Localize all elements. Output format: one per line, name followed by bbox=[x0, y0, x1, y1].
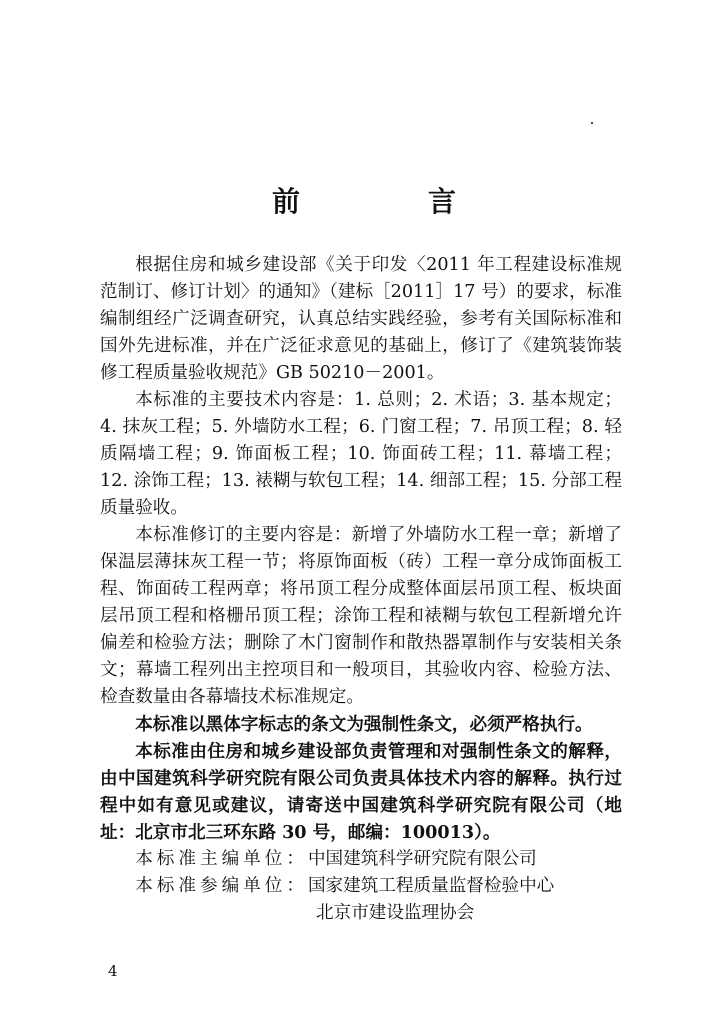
paragraph-management: 本标准由住房和城乡建设部负责管理和对强制性条文的解释，由中国建筑科学研究院有限公司负责具体技术内容的解释。执行过程中如有意见或建议，请寄送中国建筑科学研究院有限公司（地址：北京市北三环东路 30 号，邮编：100013）。 bbox=[100, 741, 622, 843]
participating-unit-label: 本标准参编单位： bbox=[135, 876, 308, 896]
paragraph-technical-content: 本标准的主要技术内容是：1. 总则；2. 术语；3. 基本规定；4. 抹灰工程；5. 外墙防水工程；6. 门窗工程；7. 吊顶工程；8. 轻质隔墙工程；9. 饰面板工程；10. 饰面砖工程；11. 幕墙工程；12. 涂饰工程；13. 裱糊与软包工程；14. 细部工程；15. 分部工程质量验收。 bbox=[100, 390, 622, 518]
chief-unit-value: 中国建筑科学研究院有限公司 bbox=[307, 849, 537, 869]
paragraph-mandatory-notice: 本标准以黑体字标志的条文为强制性条文，必须严格执行。 bbox=[135, 714, 593, 735]
scan-speck bbox=[591, 122, 593, 124]
participating-unit-line bbox=[100, 873, 622, 900]
participating-unit-value: 国家建筑工程质量监督检验中心 bbox=[307, 876, 555, 896]
participating-unit-value: 北京市建设监理协会 bbox=[316, 903, 475, 923]
page-number: 4 bbox=[108, 962, 118, 980]
preface-body bbox=[100, 252, 622, 927]
paragraph-revision-content: 本标准修订的主要内容是：新增了外墙防水工程一章；新增了保温层薄抹灰工程一节；将原饰面板（砖）工程一章分成饰面板工程、饰面砖工程两章；将吊顶工程分成整体面层吊顶工程、板块面层吊顶工程和格栅吊顶工程；涂饰工程和裱糊与软包工程新增允许偏差和检验方法；删除了木门窗制作和散热器罩制作与安装相关条文；幕墙工程列出主控项目和一般项目，其验收内容、检验方法、检查数量由各幕墙技术标准规定。 bbox=[100, 525, 622, 707]
chief-unit-label: 本标准主编单位： bbox=[135, 849, 308, 869]
participating-unit-line-2 bbox=[100, 900, 622, 927]
chief-unit-line bbox=[100, 846, 622, 873]
paragraph-basis: 根据住房和城乡建设部《关于印发〈2011 年工程建设标准规范制订、修订计划〉的通知》（建标［2011］17 号）的要求，标准编制组经广泛调查研究，认真总结实践经验，参考有关国际标准和国外先进标准，并在广泛征求意见的基础上，修订了《建筑装饰装修工程质量验收规范》GB 50210－2001。 bbox=[100, 255, 622, 383]
page-title: 前 言 bbox=[271, 185, 506, 218]
